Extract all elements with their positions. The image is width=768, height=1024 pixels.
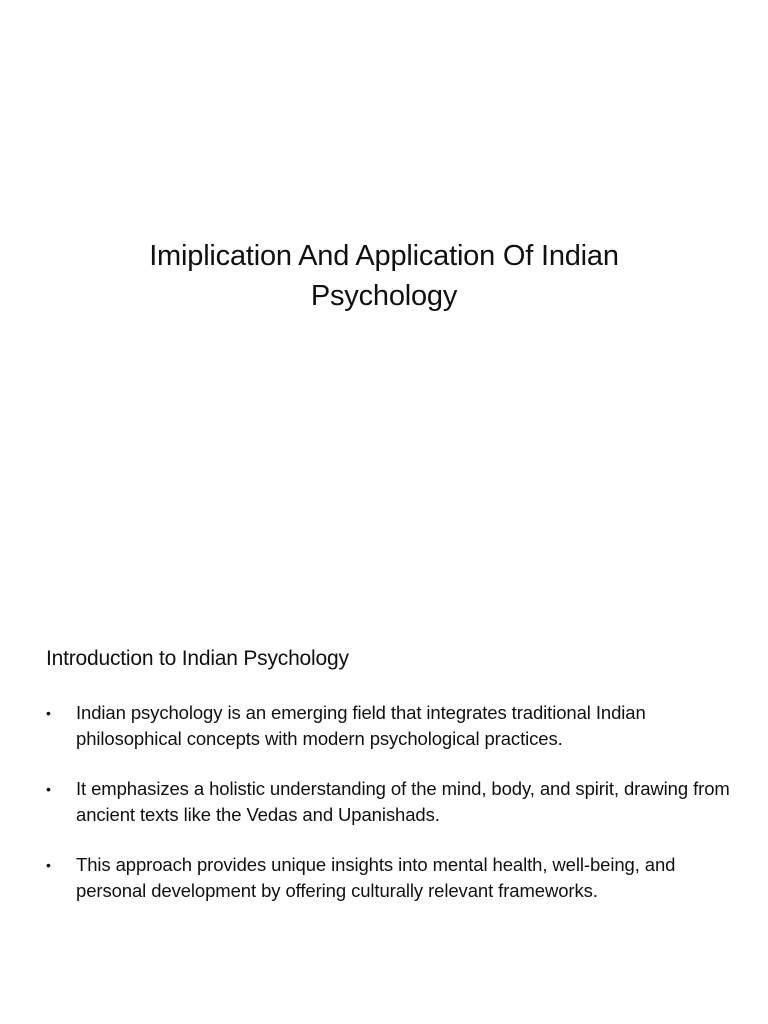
bullet-item <box>46 700 736 752</box>
slide-title-line-1: Imiplication And Application Of Indian <box>149 240 619 272</box>
bullet-text: Indian psychology is an emerging field that integrates traditional Indian philosophical concepts with modern psychological practices. <box>76 702 646 749</box>
intro-section <box>46 644 736 928</box>
slide-title <box>60 236 708 316</box>
bullet-item <box>46 852 736 904</box>
bullet-item <box>46 776 736 828</box>
bullet-dot-icon: • <box>46 857 51 873</box>
section-heading: Introduction to Indian Psychology <box>46 647 349 670</box>
bullet-list <box>46 700 736 904</box>
bullet-dot-icon: • <box>46 705 51 721</box>
bullet-dot-icon: • <box>46 781 51 797</box>
bullet-text: It emphasizes a holistic understanding of the mind, body, and spirit, drawing from ancient texts like the Vedas and Upanishads. <box>76 778 730 825</box>
slide-title-line-2: Psychology <box>310 280 458 312</box>
bullet-text: This approach provides unique insights into mental health, well-being, and personal development by offering culturally relevant frameworks. <box>76 854 676 901</box>
